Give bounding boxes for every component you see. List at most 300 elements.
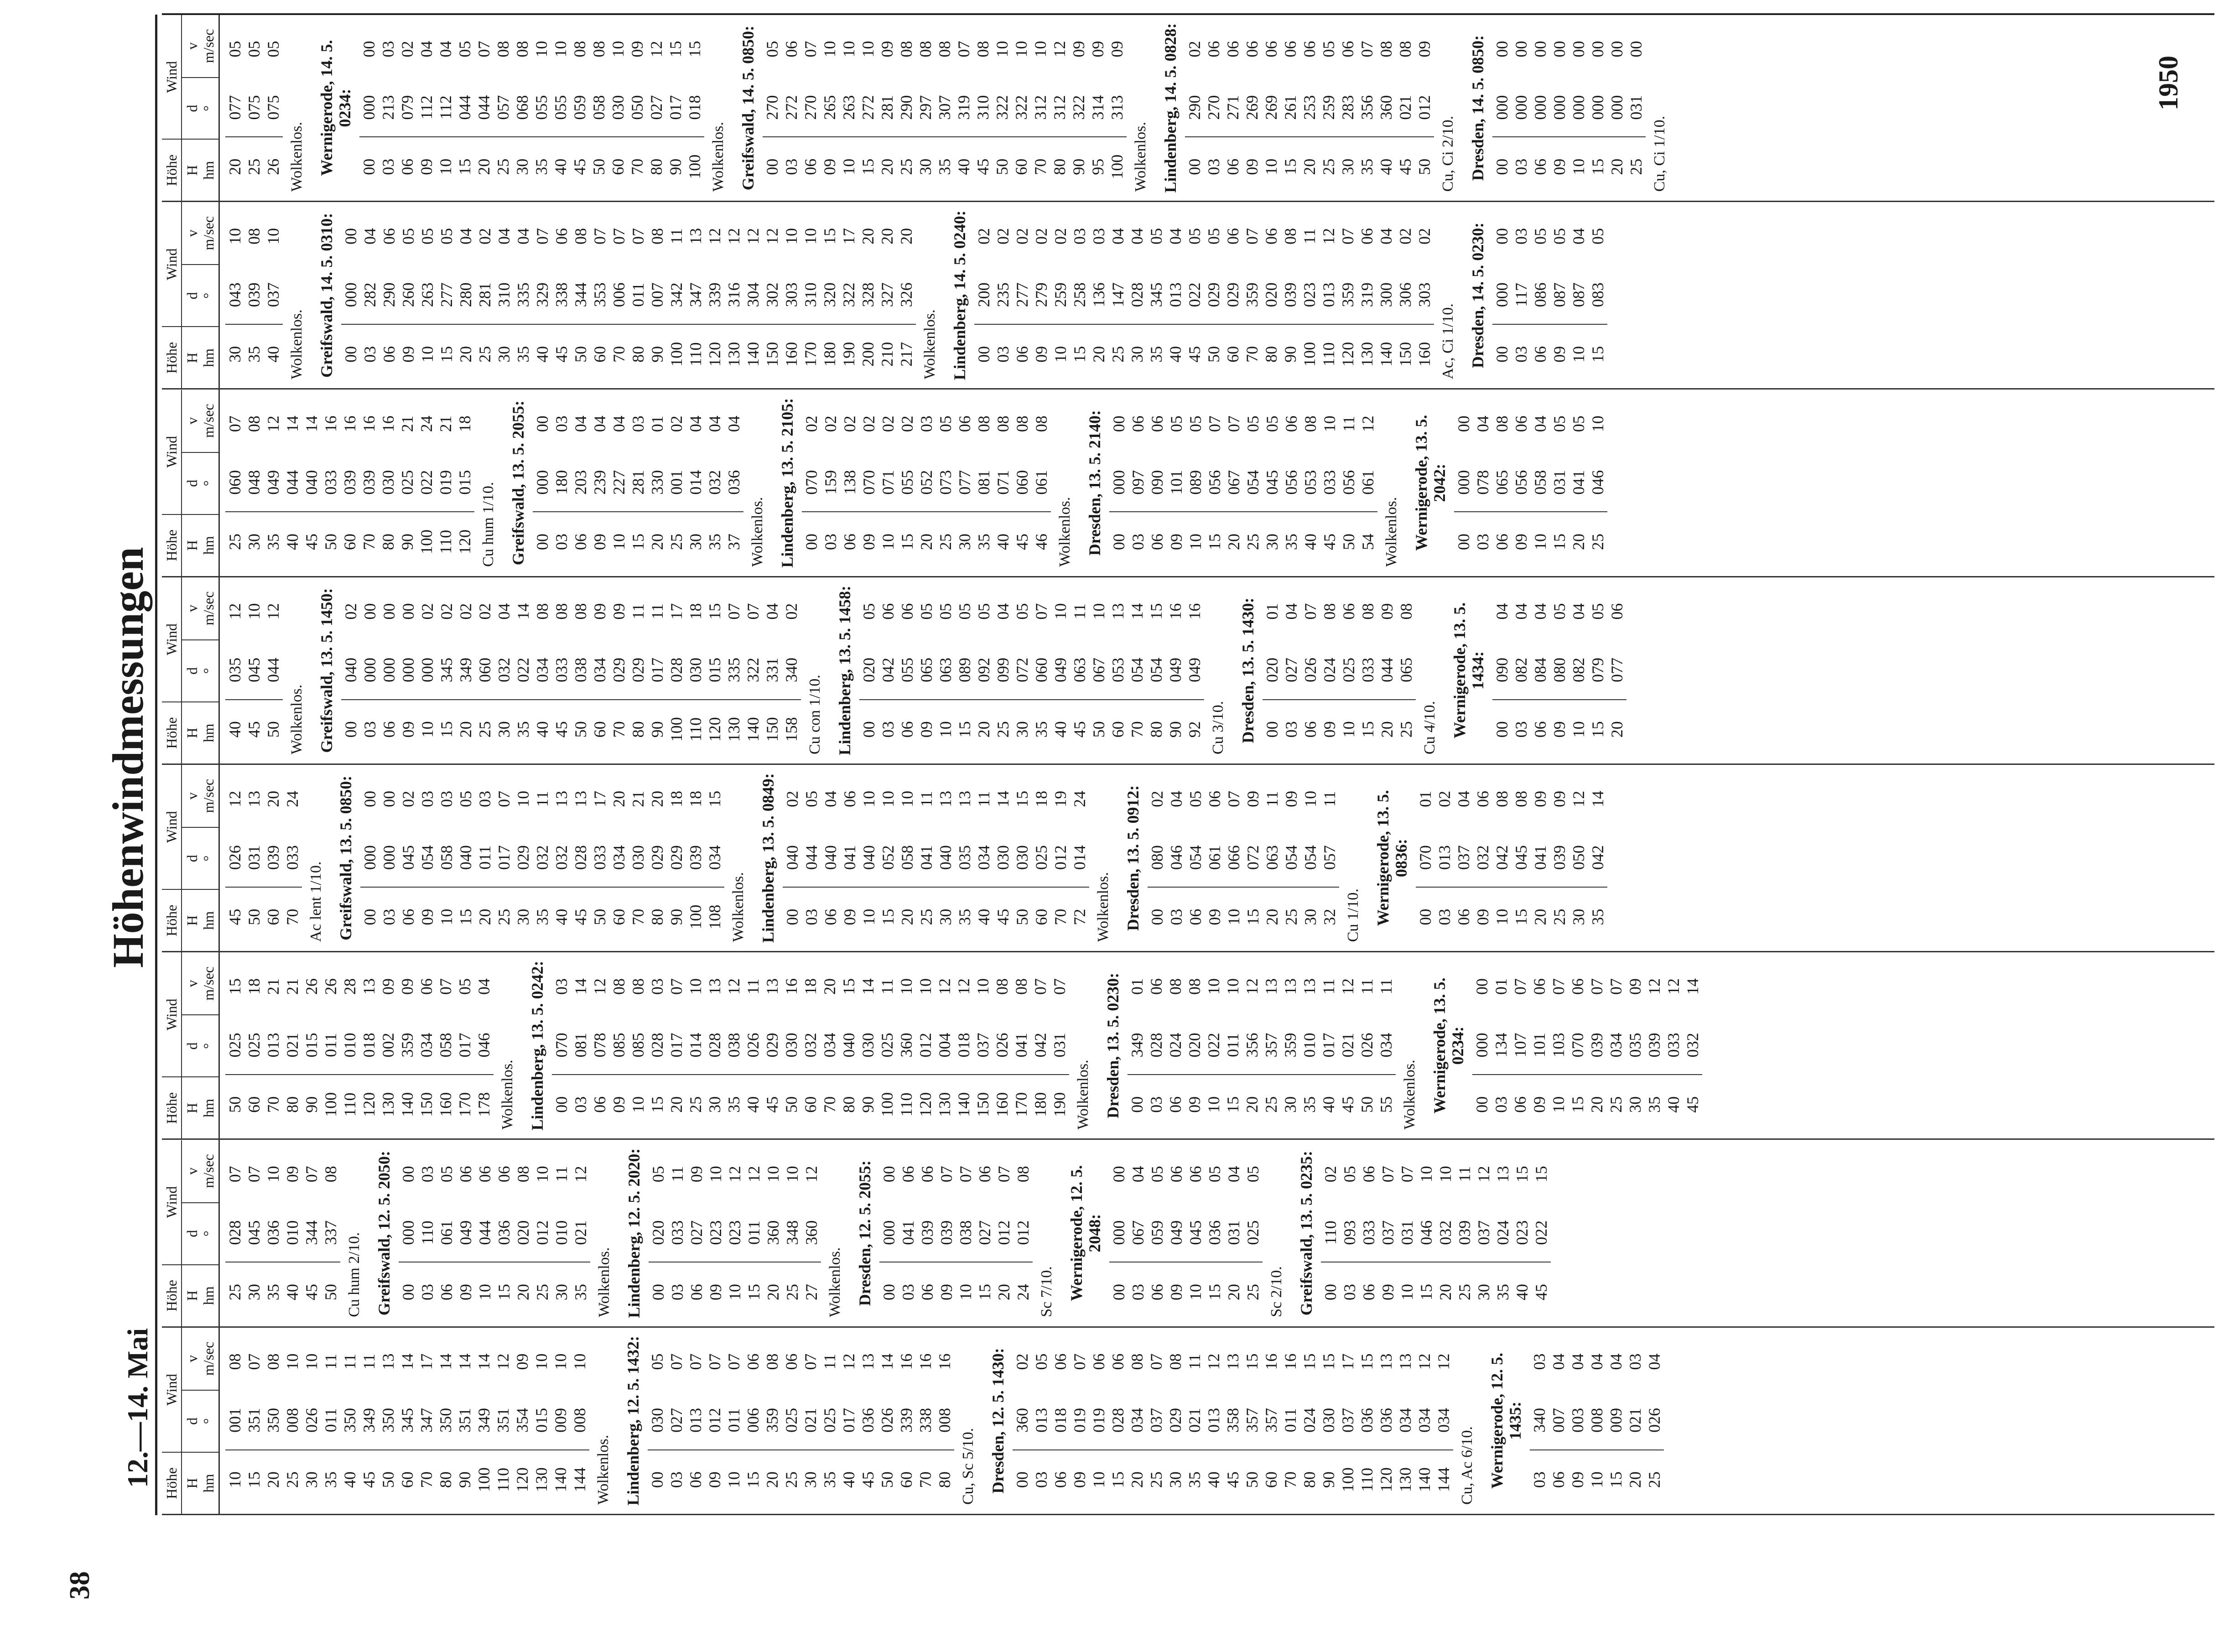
height-value: 100: [1339, 1467, 1357, 1492]
speed-value: 11: [1340, 416, 1358, 432]
station-heading: Lindenberg, 13. 5. 1458:: [836, 585, 854, 755]
table-row: [820, 1332, 839, 1509]
table-row: [608, 20, 628, 196]
direction-value: 020: [1185, 1016, 1204, 1075]
table-row: [1454, 769, 1473, 946]
speed-value: 12: [744, 228, 762, 244]
height-value: 100: [322, 1092, 340, 1117]
speed-value: 10: [801, 228, 820, 244]
header-deg: °: [200, 1043, 217, 1049]
header-d: d: [184, 104, 200, 112]
height-value: 00: [802, 534, 821, 551]
direction-value: 269: [1242, 78, 1262, 137]
speed-value: 07: [1301, 603, 1320, 620]
height-value: 45: [994, 909, 1012, 925]
speed-value: 07: [955, 41, 973, 57]
height-value: 55: [1377, 1096, 1395, 1113]
height-value: 40: [840, 1471, 858, 1488]
speed-value: 12: [763, 228, 781, 244]
table-row: [533, 207, 552, 384]
speed-value: 15: [1532, 1166, 1550, 1183]
direction-value: 360: [1013, 1391, 1032, 1450]
speed-value: 05: [1320, 41, 1338, 57]
speed-value: 00: [1589, 41, 1607, 57]
speed-value: 21: [398, 416, 416, 432]
direction-value: 033: [1358, 641, 1377, 700]
height-value: 03: [1512, 346, 1530, 363]
height-value: 200: [859, 342, 877, 367]
header-v: v: [184, 792, 200, 800]
height-value: 10: [879, 534, 897, 551]
speed-value: 02: [1013, 1353, 1031, 1370]
speed-value: 02: [1032, 228, 1050, 244]
speed-value: 08: [1396, 41, 1414, 57]
direction-value: 345: [398, 1391, 417, 1450]
direction-value: 335: [514, 266, 533, 325]
speed-value: 10: [533, 1166, 551, 1183]
speed-value: 05: [399, 228, 417, 244]
height-value: 10: [437, 909, 456, 925]
header-v: v: [184, 1355, 200, 1362]
height-value: 25: [936, 534, 955, 551]
direction-value: 039: [1587, 1016, 1606, 1075]
height-value: 03: [418, 1284, 436, 1301]
header-d-unit: [182, 77, 218, 139]
direction-value: 080: [1148, 828, 1167, 887]
speed-value: 26: [322, 978, 340, 995]
direction-value: 012: [1415, 78, 1434, 137]
direction-value: 026: [743, 1016, 763, 1075]
cloud-note: Cu 1/10.: [1345, 888, 1361, 942]
height-value: 130: [725, 342, 743, 367]
speed-value: 00: [361, 790, 379, 807]
cloud-note: Wolkenlos.: [826, 1247, 843, 1317]
direction-value: 061: [437, 1204, 456, 1262]
direction-value: 063: [1070, 641, 1089, 700]
table-row: [820, 20, 839, 196]
table-row: [1549, 1332, 1568, 1509]
speed-value: 08: [1359, 603, 1377, 620]
speed-value: 06: [1340, 603, 1358, 620]
station-heading: Greifswald, 13. 5. 1450:: [317, 588, 336, 753]
height-value: 120: [360, 1092, 378, 1117]
direction-value: 017: [666, 78, 685, 137]
table-row: [283, 395, 302, 571]
table-row: [455, 1332, 474, 1509]
speed-value: 10: [821, 41, 839, 57]
direction-value: 013: [1319, 266, 1338, 325]
table-row: [1127, 957, 1147, 1134]
speed-value: 11: [1070, 603, 1089, 619]
table-row: [302, 395, 321, 571]
speed-value: 20: [264, 790, 282, 807]
table-row: [840, 769, 859, 946]
table-row: [302, 1145, 321, 1322]
table-row: [1013, 207, 1032, 384]
header-wind: Wind: [162, 577, 182, 701]
height-value: 45: [1185, 346, 1204, 363]
direction-value: 022: [1532, 1204, 1551, 1262]
height-value: 09: [399, 346, 417, 363]
height-value: 25: [1282, 909, 1300, 925]
cloud-note: Sc 2/10.: [1268, 1266, 1285, 1317]
direction-value: 036: [1205, 1204, 1224, 1262]
direction-value: 263: [839, 78, 858, 137]
table-row: [1338, 207, 1357, 384]
height-value: 03: [821, 534, 840, 551]
speed-value: 12: [647, 41, 665, 57]
height-value: 50: [591, 909, 609, 925]
table-row: [1492, 582, 1512, 759]
table-row: [1070, 207, 1089, 384]
height-value: 15: [1281, 158, 1299, 175]
direction-value: 003: [1568, 1391, 1587, 1450]
table-row: [571, 957, 590, 1134]
table-row: [225, 20, 244, 196]
height-value: 35: [975, 534, 993, 551]
height-value: 15: [456, 158, 474, 175]
table-row: [667, 582, 686, 759]
height-value: 90: [859, 1096, 877, 1113]
height-value: 80: [1300, 1471, 1319, 1488]
speed-value: 13: [859, 1353, 877, 1370]
direction-value: 007: [1549, 1391, 1568, 1450]
station-heading: Lindenberg, 13. 5. 0849:: [759, 773, 777, 943]
direction-value: 032: [1683, 1016, 1702, 1075]
speed-value: 06: [476, 1166, 494, 1183]
direction-value: 054: [1147, 641, 1166, 700]
table-row: [513, 1332, 532, 1509]
speed-value: 07: [667, 1353, 686, 1370]
table-row: [955, 395, 974, 571]
table-row: [973, 20, 992, 196]
direction-value: 000: [341, 266, 360, 325]
direction-value: 360: [802, 1204, 821, 1262]
table-row: [551, 1332, 570, 1509]
table-row: [1588, 769, 1607, 946]
speed-value: 09: [1531, 790, 1549, 807]
table-row: [668, 1145, 687, 1322]
table-row: [1262, 1332, 1281, 1509]
table-row: [1300, 957, 1319, 1134]
table-row: [1148, 395, 1167, 571]
direction-value: 030: [686, 641, 705, 700]
direction-value: 002: [379, 1016, 398, 1075]
height-value: 30: [1013, 721, 1031, 738]
table-row: [1319, 957, 1338, 1134]
speed-value: 12: [1664, 978, 1683, 995]
height-value: 10: [1262, 158, 1280, 175]
direction-value: 008: [1587, 1391, 1606, 1450]
direction-value: 310: [494, 266, 514, 325]
speed-value: 10: [1436, 1166, 1455, 1183]
table-row: [1569, 207, 1588, 384]
direction-value: 057: [494, 78, 513, 137]
height-value: 70: [821, 1096, 839, 1113]
height-value: 140: [744, 342, 762, 367]
table-row: [936, 395, 955, 571]
station-heading: Dresden, 12. 5. 2055:: [856, 1160, 874, 1306]
table-row: [724, 957, 743, 1134]
speed-value: 12: [264, 603, 282, 620]
table-row: [436, 1332, 455, 1509]
table-row: [399, 769, 418, 946]
direction-value: 017: [667, 1016, 686, 1075]
speed-value: 07: [1032, 603, 1050, 620]
height-value: 35: [572, 1284, 590, 1301]
table-row: [1339, 582, 1358, 759]
direction-value: 036: [264, 1204, 283, 1262]
speed-value: 12: [1434, 1353, 1453, 1370]
direction-value: 050: [628, 78, 647, 137]
direction-value: 050: [1569, 828, 1588, 887]
speed-value: 11: [1185, 1354, 1204, 1370]
direction-value: 063: [1263, 828, 1282, 887]
height-value: 170: [456, 1092, 474, 1117]
height-value: 06: [1166, 1096, 1185, 1113]
height-value: 100: [667, 342, 686, 367]
table-row: [1338, 1332, 1357, 1509]
height-value: 03: [1492, 1096, 1510, 1113]
table-row: [705, 1332, 724, 1509]
table-row: [283, 1145, 302, 1322]
height-value: 60: [1262, 1471, 1280, 1488]
direction-value: 055: [532, 78, 551, 137]
direction-value: 028: [648, 1016, 667, 1075]
speed-value: 20: [821, 978, 839, 995]
speed-value: 00: [399, 603, 417, 620]
table-row: [264, 1332, 283, 1509]
height-value: 50: [1358, 1096, 1376, 1113]
header-wind: Wind: [162, 765, 182, 889]
table-row: [1070, 1332, 1089, 1509]
table-row: [1300, 1332, 1319, 1509]
height-value: 06: [898, 721, 916, 738]
table-row: [743, 582, 763, 759]
header-h: H: [184, 540, 200, 551]
speed-value: 05: [226, 41, 244, 57]
direction-value: 060: [1032, 641, 1051, 700]
table-row: [1588, 207, 1607, 384]
table-row: [533, 582, 552, 759]
table-row: [724, 395, 743, 571]
speed-value: 09: [398, 978, 416, 995]
speed-value: 11: [1320, 978, 1338, 995]
table-row: [1434, 1332, 1453, 1509]
speed-value: 12: [1475, 1166, 1493, 1183]
speed-value: 09: [687, 1166, 706, 1183]
height-value: 180: [821, 342, 839, 367]
height-value: 60: [341, 534, 359, 551]
direction-value: 027: [687, 1204, 706, 1262]
height-value: 150: [974, 1092, 992, 1117]
direction-value: 020: [1263, 641, 1282, 700]
speed-value: 11: [744, 978, 762, 995]
speed-value: 03: [418, 790, 436, 807]
direction-value: 013: [1166, 266, 1185, 325]
height-value: 03: [1530, 1471, 1548, 1488]
height-value: 03: [1435, 909, 1454, 925]
speed-value: 05: [456, 978, 474, 995]
height-value: 210: [878, 342, 896, 367]
height-value: 217: [897, 342, 915, 367]
height-value: 35: [532, 158, 551, 175]
header-ms: m/sec: [200, 1154, 217, 1188]
speed-value: 10: [840, 41, 858, 57]
speed-value: 08: [935, 41, 954, 57]
table-row: [399, 582, 418, 759]
table-row: [1511, 957, 1530, 1134]
height-value: 50: [878, 1471, 896, 1488]
speed-value: 08: [648, 228, 666, 244]
direction-value: 103: [1549, 1016, 1568, 1075]
height-value: 40: [1377, 158, 1395, 175]
table-row: [398, 20, 417, 196]
table-row: [225, 582, 244, 759]
height-value: 00: [342, 346, 360, 363]
height-value: 144: [1434, 1467, 1453, 1492]
speed-value: 05: [1148, 1166, 1166, 1183]
table-row: [1683, 957, 1702, 1134]
height-value: 10: [1569, 721, 1588, 738]
table-row: [1148, 1145, 1167, 1322]
table-row: [782, 20, 801, 196]
speed-value: 07: [1379, 1166, 1397, 1183]
header-hm: hm: [200, 723, 217, 743]
direction-value: 281: [878, 78, 897, 137]
direction-value: 020: [859, 641, 878, 700]
direction-value: 053: [1108, 641, 1127, 700]
table-row: [1205, 1145, 1224, 1322]
speed-value: 11: [667, 228, 686, 244]
height-value: 25: [1147, 1471, 1165, 1488]
speed-value: 05: [1569, 416, 1588, 432]
table-row: [724, 207, 743, 384]
table-row: [475, 1145, 494, 1322]
table-row: [1281, 207, 1300, 384]
height-value: 03: [899, 1284, 917, 1301]
speed-value: 06: [899, 1166, 917, 1183]
station-heading: Lindenberg, 14. 5. 0828:: [1161, 23, 1179, 193]
direction-value: 024: [1300, 1391, 1319, 1450]
table-row: [878, 957, 897, 1134]
speed-value: 12: [1243, 978, 1261, 995]
header-wind: Wind: [162, 390, 182, 514]
height-value: 46: [1032, 534, 1050, 551]
header-wind: Wind: [162, 15, 182, 139]
speed-value: 07: [436, 978, 455, 995]
speed-value: 09: [1626, 978, 1644, 995]
speed-value: 00: [360, 41, 378, 57]
direction-value: 042: [1031, 1016, 1050, 1075]
table-row: [1281, 20, 1300, 196]
direction-value: 033: [668, 1204, 687, 1262]
speed-value: 00: [1493, 41, 1511, 57]
speed-value: 01: [1492, 978, 1510, 995]
height-value: 00: [763, 158, 781, 175]
height-value: 10: [1398, 1284, 1416, 1301]
direction-value: 014: [686, 453, 705, 512]
table-row: [456, 769, 475, 946]
table-row: [782, 582, 801, 759]
table-row: [379, 395, 398, 571]
direction-value: 083: [1588, 266, 1607, 325]
table-row: [1282, 582, 1301, 759]
direction-value: 008: [935, 1391, 954, 1450]
speed-value: 02: [667, 416, 686, 432]
direction-value: 357: [1262, 1016, 1281, 1075]
table-row: [244, 1145, 264, 1322]
speed-value: 10: [264, 228, 282, 244]
speed-value: 15: [1013, 790, 1031, 807]
table-row: [225, 957, 244, 1134]
height-value: 20: [995, 1284, 1013, 1301]
height-value: 130: [532, 1467, 551, 1492]
speed-value: 03: [629, 416, 647, 432]
direction-value: 081: [974, 453, 993, 512]
header-hoehe: Höhe: [162, 1076, 182, 1138]
table-row: [629, 207, 648, 384]
direction-value: 028: [667, 641, 686, 700]
table-row: [648, 1332, 667, 1509]
speed-value: 05: [1205, 228, 1223, 244]
table-row: [802, 1145, 821, 1322]
direction-value: 035: [1626, 1016, 1645, 1075]
speed-value: 08: [763, 1353, 781, 1370]
speed-value: 07: [1243, 228, 1261, 244]
speed-value: 04: [1569, 603, 1588, 620]
height-value: 03: [1129, 1284, 1147, 1301]
speed-value: 10: [974, 978, 992, 995]
table-row: [743, 957, 763, 1134]
direction-value: 075: [264, 78, 283, 137]
table-row: [1588, 582, 1607, 759]
table-row: [533, 769, 552, 946]
table-row: [1415, 207, 1434, 384]
direction-value: 067: [1128, 1204, 1148, 1262]
height-value: 25: [686, 1096, 705, 1113]
speed-value: 00: [880, 1166, 898, 1183]
height-value: 30: [245, 534, 263, 551]
speed-value: 08: [1397, 603, 1415, 620]
direction-value: 072: [1013, 641, 1032, 700]
cloud-note: Cu hum 1/10.: [480, 482, 497, 567]
header-hoehe: Höhe: [162, 514, 182, 576]
table-row: [1398, 1145, 1417, 1322]
direction-value: 259: [1319, 78, 1338, 137]
direction-value: 040: [839, 1016, 858, 1075]
speed-value: 11: [341, 1354, 359, 1370]
cloud-note: Wolkenlos.: [749, 497, 766, 567]
speed-value: 12: [1645, 978, 1663, 995]
direction-value: 061: [1032, 453, 1051, 512]
header-h-unit: [182, 326, 218, 388]
speed-value: 10: [764, 1166, 782, 1183]
table-row: [514, 207, 533, 384]
speed-value: 21: [436, 416, 455, 432]
speed-value: 02: [1396, 228, 1414, 244]
direction-value: 055: [898, 453, 917, 512]
speed-value: 15: [226, 978, 244, 995]
height-value: 20: [264, 1471, 282, 1488]
height-value: 25: [897, 158, 915, 175]
speed-value: 10: [783, 1166, 801, 1183]
height-value: 25: [1397, 721, 1415, 738]
table-row: [571, 1145, 590, 1322]
speed-value: 08: [1166, 978, 1185, 995]
height-value: 03: [879, 721, 897, 738]
table-row: [878, 395, 898, 571]
